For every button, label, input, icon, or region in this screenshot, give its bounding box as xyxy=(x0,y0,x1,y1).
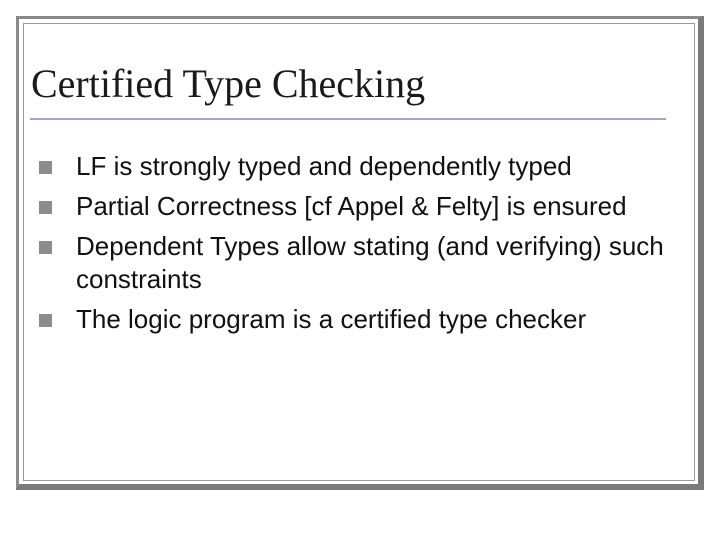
square-bullet-icon xyxy=(39,201,52,214)
bullet-item-3 xyxy=(39,230,669,296)
bullet-item-4 xyxy=(39,303,669,336)
bullet-text-1: LF is strongly typed and dependently typed xyxy=(76,151,572,181)
bullet-text-2: Partial Correctness [cf Appel & Felty] is ensured xyxy=(76,191,627,221)
bullet-text-4: The logic program is a certified type checker xyxy=(76,304,587,334)
square-bullet-icon xyxy=(39,314,52,327)
square-bullet-icon xyxy=(39,161,52,174)
bullet-list xyxy=(39,150,669,343)
bullet-text-3: Dependent Types allow stating (and verifying) such constraints xyxy=(76,231,664,294)
bullet-item-1 xyxy=(39,150,669,183)
title-underline xyxy=(30,118,666,120)
slide-title: Certified Type Checking xyxy=(31,61,426,106)
square-bullet-icon xyxy=(39,241,52,254)
bullet-item-2 xyxy=(39,190,669,223)
